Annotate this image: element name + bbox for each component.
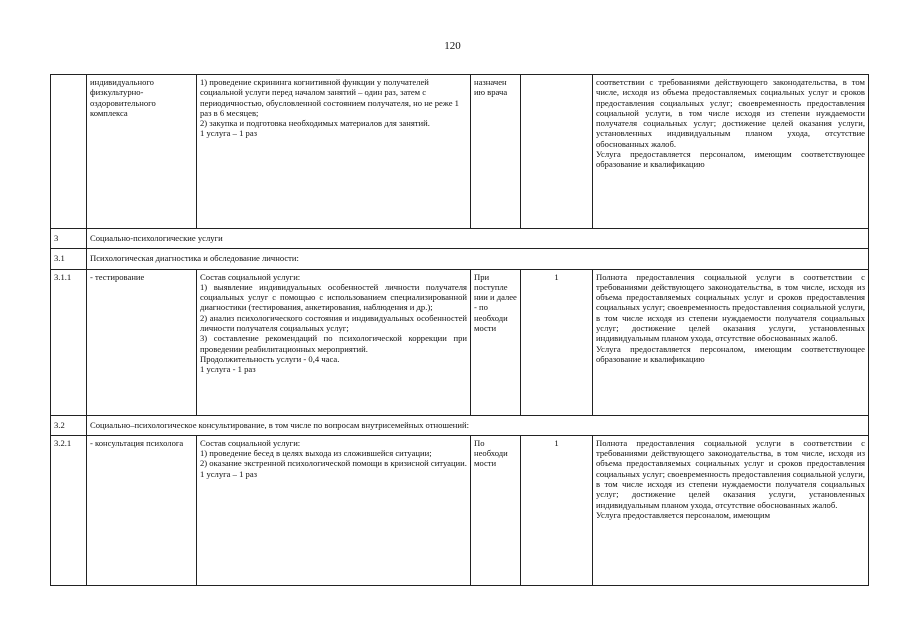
service-name-cell: - консультация психолога <box>87 435 197 585</box>
row-number-cell <box>51 75 87 229</box>
table-row <box>51 435 869 585</box>
row-number-cell: 3.2.1 <box>51 435 87 585</box>
section-title: Психологическая диагностика и обследование личности: <box>87 249 869 269</box>
service-term-cell: назначен ию врача <box>471 75 521 229</box>
service-content-cell: 1) проведение скрининга когнитивной функции у получателей социальной услуги перед началом занятий – один раз, затем с периодичностью, обусловленной состоянием получателя, но не реже 1 раз в 6 месяцев; 2) закупка и подготовка необходимых материалов для занятий. 1 услуга – 1 раз <box>197 75 471 229</box>
quality-cell: соответствии с требованиями действующего законодательства, в том числе, исходя из объема предоставляемых социальных услуг и сроков предоставления социальных услуг; своевременность предоставления социальной услуги, в том числе исходя из степени нуждаемости получателя социальных услуг; достижение целей оказания услуги, установленных индивидуальным планом ухода, отсутствие обоснованных жалоб. Услуга предоставляется персоналом, имеющим соответствующее образование и квалификацию <box>593 75 869 229</box>
service-content-cell: Состав социальной услуги: 1) выявление индивидуальных особенностей личности получателя социальных услуг с помощью с использованием специализированной диагностики (тестирования, анкетирования, наблюдения и др.); 2) анализ психологического состояния и индивидуальных особенностей личности получателя социальных услуг; 3) составление рекомендаций по психологической коррекции при проведении реабилитационных мероприятий. Продолжительность услуги - 0,4 часа. 1 услуга - 1 раз <box>197 269 471 415</box>
service-term-cell: При поступле нии и далее - по необходи мости <box>471 269 521 415</box>
section-row <box>51 249 869 269</box>
service-amount-cell <box>521 75 593 229</box>
service-content-cell: Состав социальной услуги: 1) проведение бесед в целях выхода из сложившейся ситуации; 2) оказание экстренной психологической помощи в кризисной ситуации. 1 услуга – 1 раз <box>197 435 471 585</box>
table-row <box>51 269 869 415</box>
services-table <box>50 74 869 586</box>
section-title: Социально-психологические услуги <box>87 229 869 249</box>
quality-cell: Полнота предоставления социальной услуги в соответствии с требованиями действующего законодательства, в том числе, исходя из объема предоставляемых социальных услуг и сроков предоставления социальных услуг; своевременность предоставления социальной услуги, в том числе исходя из степени нуждаемости получателя социальных услуг; достижение целей оказания услуги, установленных индивидуальным планом ухода, отсутствие обоснованных жалоб. Услуга предоставляется персоналом, имеющим <box>593 435 869 585</box>
service-amount-cell: 1 <box>521 269 593 415</box>
service-amount-cell: 1 <box>521 435 593 585</box>
section-number: 3.2 <box>51 415 87 435</box>
service-name-cell: - тестирование <box>87 269 197 415</box>
section-row <box>51 415 869 435</box>
service-term-cell: По необходи мости <box>471 435 521 585</box>
table-row <box>51 75 869 229</box>
section-number: 3.1 <box>51 249 87 269</box>
section-title: Социально–психологическое консультирование, в том числе по вопросам внутрисемейных отношений: <box>87 415 869 435</box>
section-number: 3 <box>51 229 87 249</box>
quality-cell: Полнота предоставления социальной услуги в соответствии с требованиями действующего законодательства, в том числе, исходя из объема предоставляемых социальных услуг и сроков предоставления социальных услуг; своевременность предоставления социальной услуги, в том числе исходя из степени нуждаемости получателя социальных услуг; достижение целей оказания услуги, установленных индивидуальным планом ухода, отсутствие обоснованных жалоб. Услуга предоставляется персоналом, имеющим соответствующее образование и квалификацию <box>593 269 869 415</box>
section-row <box>51 229 869 249</box>
page-number: 120 <box>444 40 461 52</box>
row-number-cell: 3.1.1 <box>51 269 87 415</box>
service-name-cell: индивидуального физкультурно-оздоровительного комплекса <box>87 75 197 229</box>
